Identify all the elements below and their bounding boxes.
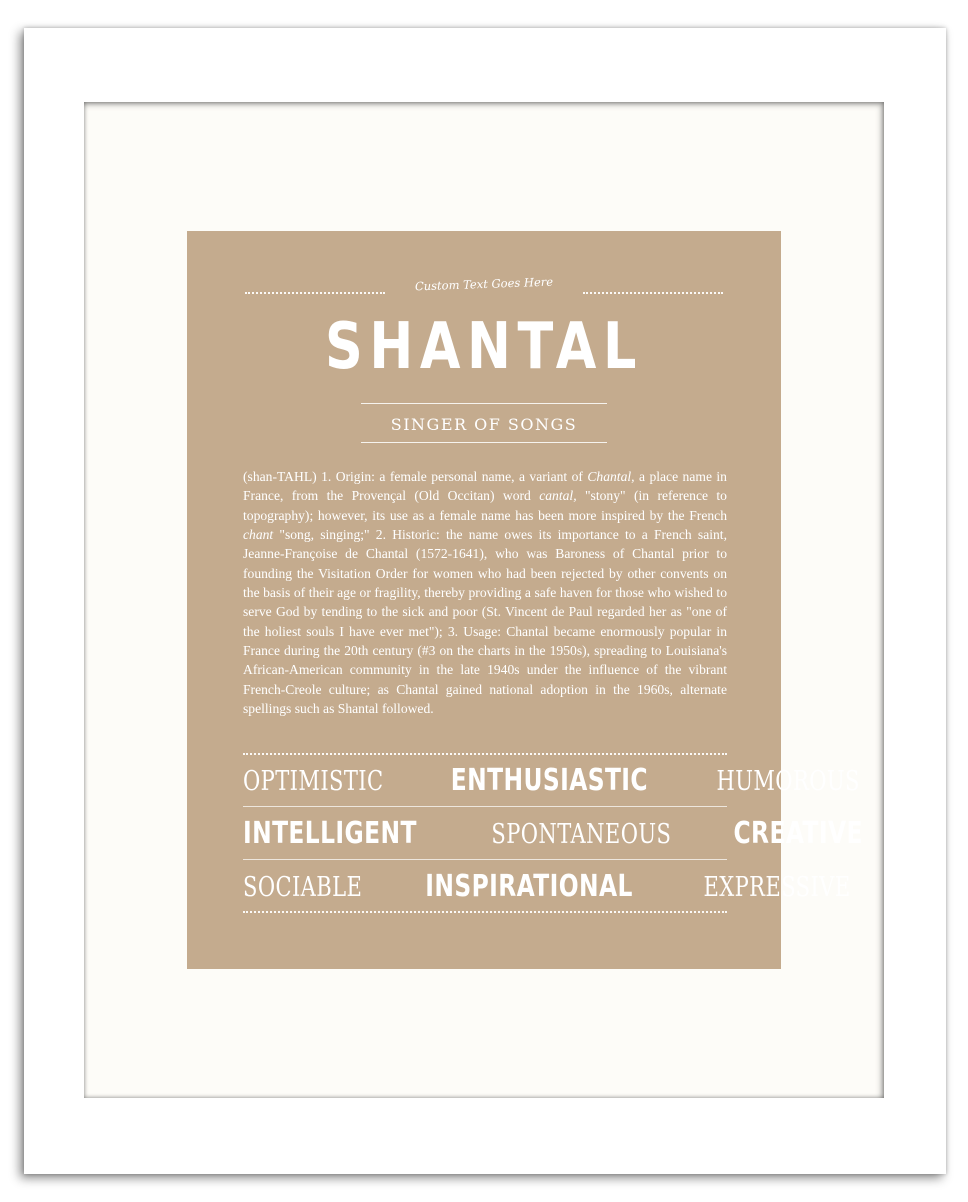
- name-meaning: SINGER OF SONGS: [390, 415, 578, 434]
- definition-italic: Chantal,: [587, 469, 635, 484]
- trait-word: HUMOROUS: [716, 766, 860, 797]
- name-definition: [243, 467, 727, 718]
- definition-text: "stony" (in reference to topography); however, its use as a female name has been more inspired by the French: [243, 488, 727, 523]
- dotted-divider-right: [583, 292, 723, 294]
- definition-text: a place name in France, from the Provençal (Old Occitan) word: [243, 469, 727, 504]
- definition-text: (shan-TAHL) 1. Origin: a female personal name, a variant of: [243, 469, 588, 484]
- traits-row-2: [243, 816, 863, 852]
- trait-separator: [243, 806, 727, 807]
- meaning-rule-bottom: [361, 442, 607, 443]
- trait-word: INSPIRATIONAL: [425, 869, 633, 904]
- custom-text: Custom Text Goes Here: [414, 274, 554, 294]
- definition-italic: chant: [243, 527, 274, 543]
- name-art-print: [187, 231, 863, 969]
- name-title: SHANTAL: [325, 310, 643, 384]
- trait-word: SPONTANEOUS: [491, 819, 672, 850]
- trait-word: ENTHUSIASTIC: [450, 763, 649, 798]
- dotted-divider-traits-bottom: [243, 911, 727, 913]
- trait-word: SOCIABLE: [243, 872, 363, 903]
- traits-row-3: [243, 869, 851, 905]
- trait-word: OPTIMISTIC: [243, 766, 384, 797]
- trait-word: CREATIVE: [732, 816, 863, 851]
- trait-word: EXPRESSIVE: [703, 872, 851, 903]
- traits-row-1: [243, 763, 860, 799]
- definition-italic: cantal,: [539, 488, 577, 504]
- trait-word: INTELLIGENT: [243, 816, 417, 851]
- trait-separator: [243, 859, 727, 860]
- dotted-divider-traits-top: [243, 753, 727, 755]
- definition-text: "song, singing;" 2. Historic: the name owes its importance to a French saint, Jeanne-Françoise de Chantal (1572-1641), who was Baroness of Chantal prior to founding the Visitation Order for women who had been rejected by other convents on the basis of their age or fragility, thereby providing a safe haven for those who wished to serve God by tending to the sick and poor (St. Vincent de Paul regarded her as "one of the holiest souls I have ever met"); 3. Usage: Chantal became enormously popular in France during the 20th century (#3 on the charts in the 1950s), spreading to Louisiana's African-American community in the late 1940s under the influence of the vibrant French-Creole culture; as Chantal gained national adoption in the 1960s, alternate spellings such as Shantal followed.: [243, 527, 727, 717]
- meaning-rule-top: [361, 403, 607, 404]
